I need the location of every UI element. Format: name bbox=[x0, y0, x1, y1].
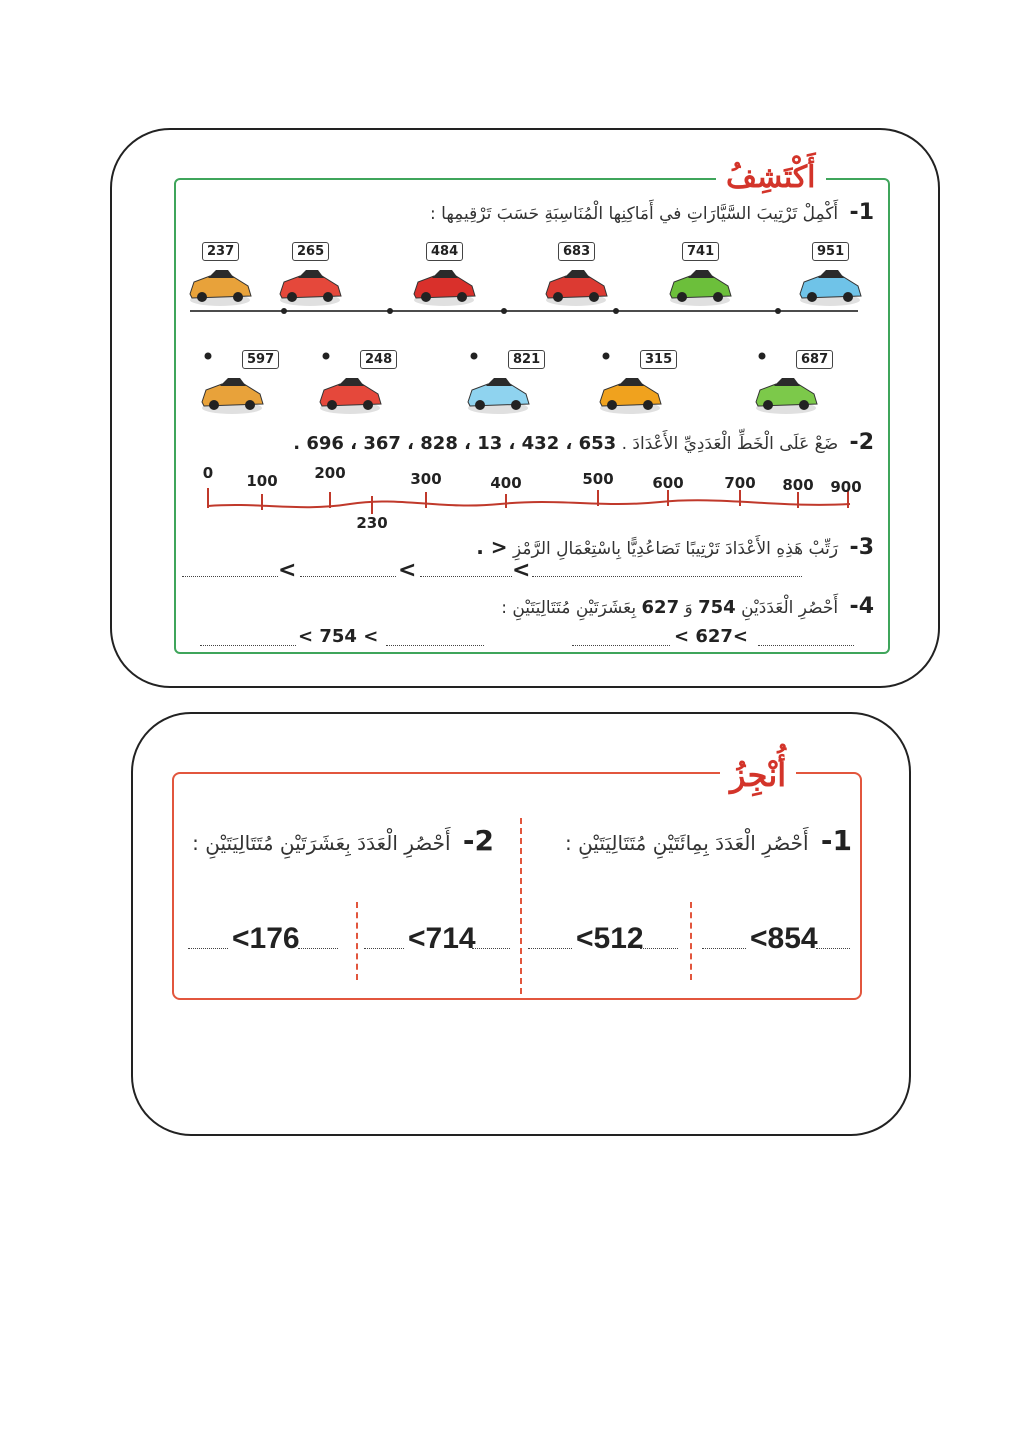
number-line-label-900: 900 bbox=[830, 478, 862, 496]
car-tag-687: 687 bbox=[796, 350, 833, 369]
ex2-text: ضَعْ عَلَى الْخَطِّ الْعَدَدِيِّ الأَعْدَادَ . bbox=[621, 434, 839, 454]
car-tag-821: 821 bbox=[508, 350, 545, 369]
top-line-dot-5[interactable] bbox=[775, 308, 781, 314]
ex4-range-627: < 627< bbox=[674, 626, 749, 647]
achieve-slot-854: <854 bbox=[750, 922, 818, 955]
ex4-blank-3[interactable] bbox=[572, 645, 670, 646]
achieve-slot-854-left-blank[interactable] bbox=[702, 948, 746, 949]
ex3-number: 3- bbox=[849, 535, 874, 560]
discover-ex3 bbox=[476, 535, 874, 560]
ex3-blank-3[interactable] bbox=[420, 576, 512, 577]
number-line-label-0: 0 bbox=[202, 464, 214, 482]
car-tag-484: 484 bbox=[426, 242, 463, 261]
ex4-range-754: < 754 < bbox=[298, 626, 379, 647]
car-bottom-597 bbox=[202, 378, 263, 414]
top-line-dot-4[interactable] bbox=[613, 308, 619, 314]
achieve-slot-512: <512 bbox=[576, 922, 644, 955]
ex3-less-than-1: < bbox=[278, 558, 297, 583]
achieve-slot-854-right-blank[interactable] bbox=[816, 948, 850, 949]
achieve-slot-512-right-blank[interactable] bbox=[640, 948, 678, 949]
number-line-label-300: 300 bbox=[410, 470, 442, 488]
ex4-blank-2[interactable] bbox=[386, 645, 484, 646]
car-bottom-dot-597 bbox=[205, 353, 212, 360]
number-line-label-230: 230 bbox=[356, 514, 388, 532]
top-line-dot-1[interactable] bbox=[281, 308, 287, 314]
car-bottom-dot-687 bbox=[759, 353, 766, 360]
car-bottom-687 bbox=[756, 378, 817, 414]
achieve-divider-left bbox=[356, 902, 358, 980]
discover-ex4 bbox=[501, 594, 874, 619]
ex4-number: 4- bbox=[849, 594, 874, 619]
achieve-title: أُنْجِزُ bbox=[720, 756, 796, 794]
car-top-741 bbox=[670, 270, 731, 306]
ex1-text: أَكْمِلْ تَرْتِيبَ السَّيَّارَاتِ في أَمَاكِنِها الْمُنَاسِبَةِ حَسَبَ تَرْقِيمِها : bbox=[430, 204, 839, 224]
car-tag-683: 683 bbox=[558, 242, 595, 261]
top-line-dot-2[interactable] bbox=[387, 308, 393, 314]
car-top-951 bbox=[800, 270, 861, 306]
car-bottom-dot-315 bbox=[603, 353, 610, 360]
ex2-numbers: 653 ، 432 ، 13 ، 828 ، 367 ، 696 . bbox=[293, 433, 617, 454]
cars-top-row bbox=[190, 270, 861, 306]
achieve-ex1-text: أَحْصُرِ الْعَدَدَ بِمِائَتَيْنِ مُتَتَالِيَتَيْنِ : bbox=[564, 831, 809, 855]
car-bottom-821 bbox=[468, 378, 529, 414]
achieve-slot-512-left-blank[interactable] bbox=[528, 948, 572, 949]
car-bottom-315 bbox=[600, 378, 661, 414]
number-line-label-200: 200 bbox=[314, 464, 346, 482]
achieve-ex2 bbox=[192, 824, 494, 857]
achieve-ex2-number: 2- bbox=[462, 824, 494, 857]
achieve-slot-176: <176 bbox=[232, 922, 300, 955]
number-line-curve bbox=[208, 500, 850, 507]
car-top-265 bbox=[280, 270, 341, 306]
achieve-slot-714: <714 bbox=[408, 922, 476, 955]
achieve-divider-right bbox=[690, 902, 692, 980]
ex4-text-a: أَحْصُرِ الْعَدَدَيْنِ bbox=[741, 598, 839, 618]
achieve-frame bbox=[172, 772, 862, 1000]
ex2-number: 2- bbox=[849, 430, 874, 455]
ex1-number: 1- bbox=[849, 200, 874, 225]
top-line-dot-3[interactable] bbox=[501, 308, 507, 314]
car-tag-951: 951 bbox=[812, 242, 849, 261]
car-tag-265: 265 bbox=[292, 242, 329, 261]
ex4-text-b: بِعَشَرَتَيْنِ مُتَتَالِيَتَيْنِ : bbox=[501, 598, 637, 618]
achieve-slot-176-left-blank[interactable] bbox=[188, 948, 228, 949]
car-top-237 bbox=[190, 270, 251, 306]
achieve-ex1-number: 1- bbox=[820, 824, 852, 857]
discover-title: أَكْتَشِفُ bbox=[716, 160, 826, 195]
ex4-blank-4[interactable] bbox=[758, 645, 854, 646]
achieve-ex1 bbox=[565, 824, 852, 857]
achieve-slot-714-left-blank[interactable] bbox=[364, 948, 404, 949]
number-line-label-600: 600 bbox=[652, 474, 684, 492]
car-tag-248: 248 bbox=[360, 350, 397, 369]
number-line-label-700: 700 bbox=[724, 474, 756, 492]
ex3-less-than-2: < bbox=[398, 558, 417, 583]
discover-ex2 bbox=[293, 430, 874, 455]
car-top-683 bbox=[546, 270, 607, 306]
number-line-label-800: 800 bbox=[782, 476, 814, 494]
ex3-symbol: < . bbox=[476, 535, 508, 559]
ex4-blank-1[interactable] bbox=[200, 645, 296, 646]
achieve-slot-176-right-blank[interactable] bbox=[298, 948, 338, 949]
number-line-label-100: 100 bbox=[246, 472, 278, 490]
ex4-n1: 754 bbox=[698, 597, 736, 618]
ex3-blank-2[interactable] bbox=[300, 576, 396, 577]
number-line-label-500: 500 bbox=[582, 470, 614, 488]
car-bottom-248 bbox=[320, 378, 381, 414]
ex4-mid: وَ bbox=[684, 598, 693, 618]
number-line-label-400: 400 bbox=[490, 474, 522, 492]
car-tag-597: 597 bbox=[242, 350, 279, 369]
ex3-blank-4[interactable] bbox=[532, 576, 802, 577]
ex3-less-than-3: < bbox=[512, 558, 531, 583]
car-bottom-dot-821 bbox=[471, 353, 478, 360]
car-tag-237: 237 bbox=[202, 242, 239, 261]
achieve-slot-714-right-blank[interactable] bbox=[472, 948, 510, 949]
car-top-484 bbox=[414, 270, 475, 306]
ex3-text: رَتِّبْ هَذِهِ الأَعْدَادَ تَرْتِيبًا تَصَاعُدِيًّا بِاسْتِعْمَالِ الرَّمْزِ bbox=[512, 539, 839, 559]
car-tag-741: 741 bbox=[682, 242, 719, 261]
achieve-divider-main bbox=[520, 818, 522, 994]
ex4-n2: 627 bbox=[641, 597, 680, 618]
car-bottom-dot-248 bbox=[323, 353, 330, 360]
car-tag-315: 315 bbox=[640, 350, 677, 369]
achieve-ex2-text: أَحْصُرِ الْعَدَدَ بِعَشَرَتَيْنِ مُتَتَالِيَتَيْنِ : bbox=[192, 831, 451, 855]
ex3-blank-1[interactable] bbox=[182, 576, 278, 577]
